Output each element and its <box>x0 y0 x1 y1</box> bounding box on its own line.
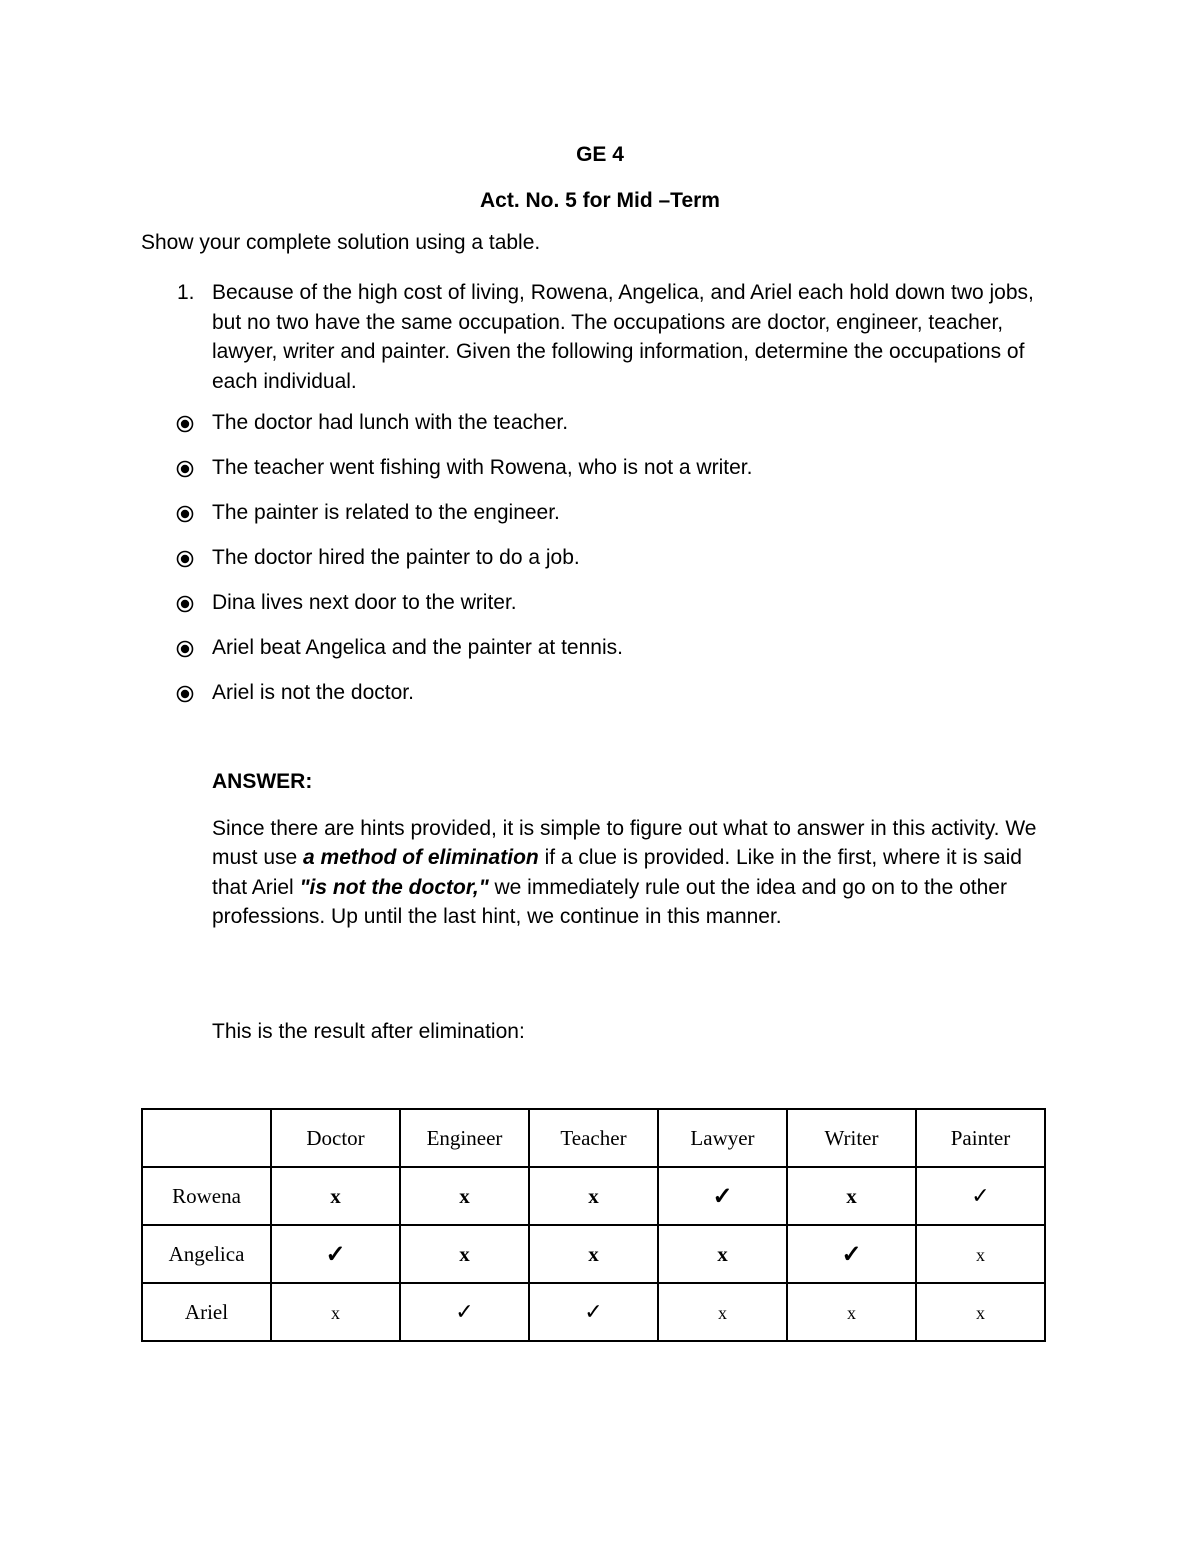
column-header: Doctor <box>271 1109 400 1167</box>
clue-text: Ariel is not the doctor. <box>212 681 414 704</box>
column-header: Writer <box>787 1109 916 1167</box>
table-cell <box>271 1225 400 1283</box>
check-mark-icon: ✓ <box>712 1183 733 1210</box>
x-mark-icon: x <box>588 1183 599 1208</box>
table-cell <box>400 1225 529 1283</box>
table-cell <box>787 1225 916 1283</box>
radio-bullet-icon <box>176 415 194 433</box>
answer-emphasis-1: a method of elimination <box>303 846 539 870</box>
check-mark-icon: ✓ <box>455 1299 474 1324</box>
table-cell <box>658 1283 787 1341</box>
x-mark-icon: x <box>976 1302 985 1323</box>
column-header: Teacher <box>529 1109 658 1167</box>
table-header-row <box>142 1109 1045 1167</box>
instruction-text: Show your complete solution using a table. <box>141 231 541 254</box>
table-corner-cell <box>142 1109 271 1167</box>
elimination-table <box>141 1108 1046 1342</box>
row-header: Ariel <box>142 1283 271 1341</box>
table-cell <box>400 1167 529 1225</box>
answer-text-3: we immediately rule out the idea and go on to the other professions. Up until the last hint, we continue in this manner. <box>212 875 1007 928</box>
column-header: Engineer <box>400 1109 529 1167</box>
table-cell <box>529 1283 658 1341</box>
radio-bullet-icon <box>176 685 194 703</box>
check-mark-icon: ✓ <box>325 1241 346 1268</box>
table-row <box>142 1283 1045 1341</box>
result-intro: This is the result after elimination: <box>212 1020 525 1043</box>
activity-title: Act. No. 5 for Mid –Term <box>480 189 720 212</box>
table-row <box>142 1167 1045 1225</box>
check-mark-icon: ✓ <box>584 1299 603 1324</box>
radio-bullet-icon <box>176 505 194 523</box>
table-cell <box>529 1167 658 1225</box>
check-mark-icon: ✓ <box>971 1183 990 1208</box>
table-cell <box>529 1225 658 1283</box>
x-mark-icon: x <box>459 1183 470 1208</box>
check-mark-icon: ✓ <box>841 1241 862 1268</box>
table-cell <box>400 1283 529 1341</box>
clue-text: The teacher went fishing with Rowena, who is not a writer. <box>212 456 753 479</box>
x-mark-icon: x <box>331 1302 340 1323</box>
answer-paragraph <box>212 814 1062 931</box>
table-cell <box>658 1167 787 1225</box>
table-cell <box>787 1167 916 1225</box>
answer-emphasis-2: "is not the doctor," <box>299 875 489 899</box>
x-mark-icon: x <box>459 1241 470 1266</box>
row-header: Angelica <box>142 1225 271 1283</box>
clue-text: The painter is related to the engineer. <box>212 501 560 524</box>
table-cell <box>916 1225 1045 1283</box>
clue-text: The doctor hired the painter to do a job. <box>212 546 580 569</box>
table-cell <box>787 1283 916 1341</box>
answer-text-2: if a clue is provided. Like in the first, where it is said that Ariel <box>212 846 1022 899</box>
radio-bullet-icon <box>176 550 194 568</box>
table-cell <box>658 1225 787 1283</box>
clue-text: The doctor had lunch with the teacher. <box>212 411 569 434</box>
row-header: Rowena <box>142 1167 271 1225</box>
column-header: Painter <box>916 1109 1045 1167</box>
problem-number: 1. <box>177 281 195 304</box>
x-mark-icon: x <box>846 1183 857 1208</box>
radio-bullet-icon <box>176 595 194 613</box>
x-mark-icon: x <box>718 1302 727 1323</box>
answer-label: ANSWER: <box>212 770 313 793</box>
x-mark-icon: x <box>847 1302 856 1323</box>
course-title: GE 4 <box>576 143 624 166</box>
table-cell <box>916 1283 1045 1341</box>
radio-bullet-icon <box>176 640 194 658</box>
x-mark-icon: x <box>330 1183 341 1208</box>
radio-bullet-icon <box>176 460 194 478</box>
x-mark-icon: x <box>588 1241 599 1266</box>
problem-text: Because of the high cost of living, Rowena, Angelica, and Ariel each hold down two jobs, but no two have the same occupation. The occupations are doctor, engineer, teacher, lawyer, writer and painter. Given the following information, determine the occupations of each individual. <box>212 281 1034 393</box>
table-row <box>142 1225 1045 1283</box>
x-mark-icon: x <box>717 1241 728 1266</box>
table-cell <box>271 1283 400 1341</box>
table-cell <box>271 1167 400 1225</box>
column-header: Lawyer <box>658 1109 787 1167</box>
x-mark-icon: x <box>976 1244 985 1265</box>
table-cell <box>916 1167 1045 1225</box>
clue-text: Ariel beat Angelica and the painter at tennis. <box>212 636 623 659</box>
answer-text-1: Since there are hints provided, it is simple to figure out what to answer in this activity. We must use <box>212 817 1037 870</box>
clue-text: Dina lives next door to the writer. <box>212 591 517 614</box>
